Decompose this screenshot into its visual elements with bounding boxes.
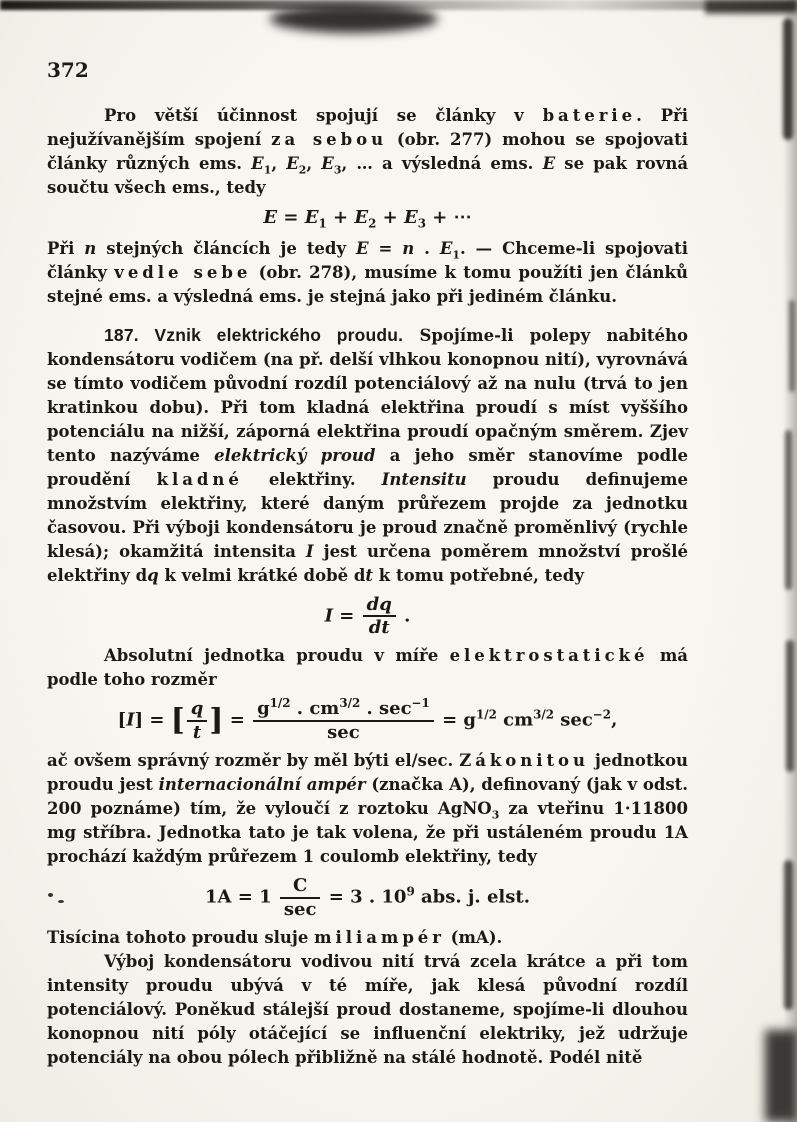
scan-mark-right-4 bbox=[786, 640, 794, 772]
equation-current-definition: I = $\frac{dq}{dt}$ . bbox=[324, 593, 411, 638]
paragraph-batteries: Pro větší účinnost spojují se články v baterie. Při nejužívanějším spojení za sebou (obr. 277) mohou se spojovati články různých ems. $E_1$, $E_2$, $E_3$, … a výsledná ems. E se pak rovná součtu všech ems., tedy bbox=[47, 106, 689, 197]
paragraph-discharge: Výboj kondensátoru vodivou nití trvá zcela krátce a při tom intensity proudu ubývá v té míře, jak klesá původní rozdíl potenciálový. Poněkud stálejší proud dostaneme, spojíme-li dlouhou konopnou nití póly otáčející se influenční elektriky, jež udržuje potenciály na obou pólech přibližně na stálé hodnotě. Podél nitě bbox=[47, 952, 688, 1068]
scan-mark-right-5 bbox=[784, 860, 793, 1010]
fraction: $\frac{g^{1/2} . cm^{3/2} . \sec^{-1}}{\sec}$ bbox=[253, 699, 434, 742]
scan-shadow-bottom-right bbox=[765, 1030, 797, 1122]
paragraph-milliampere: Tisícina tohoto proudu sluje miliampér (mA). bbox=[47, 928, 503, 948]
scan-mark-right-1 bbox=[783, 18, 793, 140]
fraction: $\frac{C}{\sec}$ bbox=[280, 876, 321, 919]
fraction: $\frac{dq}{dt}$ bbox=[363, 595, 396, 638]
scan-shadow-right-edge bbox=[783, 0, 797, 1122]
fraction: $\frac{q}{t}$ bbox=[187, 699, 208, 742]
page-number: 372 bbox=[47, 58, 89, 82]
equation-emf-sum: $E = E_1 + E_2 + E_3$ + ⋯ bbox=[263, 207, 472, 231]
equation-ampere: 1A = 1 $\frac{C}{\sec}$ = 3 . $10^9$ abs. j. elst. bbox=[205, 875, 530, 920]
scan-mark-right-2 bbox=[789, 300, 795, 392]
scan-smudge-top-center bbox=[270, 5, 438, 33]
paragraph-series-parallel: Při n stejných článcích je tedy E = n . $E_1$. — Chceme-li spojovati články vedle sebe (obr. 278), musíme k tomu použíti jen článků stejné ems. a výsledná ems. je stejná jako při jediném článku. bbox=[47, 238, 688, 306]
scan-mark-right-3 bbox=[785, 430, 792, 590]
page-text-area bbox=[47, 58, 688, 1070]
equation-dimension: [I] = [ $\frac{q}{t}$ ] = $\frac{g^{1/2} . cm^{3/2} . \sec^{-1}}{\sec}$ = $g^{1/2}$ $cm^{3/2}$ $\sec^{-2}$, bbox=[117, 696, 618, 743]
section-187-paragraph: 187. Vznik elektrického proudu. Spojíme-li polepy nabitého kondensátoru vodičem (na př. delší vlhkou konopnou nití), vyrovnává se tímto vodičem původní rozdíl potenciálový až na nulu (trvá to jen kratinkou dobu). Při tom kladná elektřina proudí s míst vyššího potenciálu na nižší, záporná elektřina proudí opačným směrem. Zjev tento nazýváme elektrický proud a jeho směr stanovíme podle proudění kladné elektřiny. Intensitu proudu definujeme množstvím elektřiny, které daným průřezem projde za jednotku časovou. Při výboji kondensátoru je proud značně proměnlivý (rychle klesá); okamžitá intensita I jest určena poměrem množství prošlé elektřiny dq k velmi krátké době dt k tomu potřebné, tedy bbox=[47, 324, 689, 585]
scan-shadow-top-right bbox=[705, 0, 797, 14]
paragraph-electrostatic-unit: Absolutní jednotka proudu v míře elektrostatické má podle toho rozměr bbox=[47, 646, 688, 690]
scan-shadow-top bbox=[0, 0, 797, 10]
paragraph-ampere-definition: ač ovšem správný rozměr by měl býti el/sec. Zákonitou jednotkou proudu jest internacionální ampér (značka A), definovaný (jak v odst. 200 poznáme) tím, že vyloučí z roztoku AgNO$_3$ za vteřinu 1·11800 mg stříbra. Jednotka tato je tak volena, že při ustáleném proudu 1A prochází každým průřezem 1 coulomb elektřiny, tedy bbox=[47, 751, 689, 867]
page-content bbox=[47, 104, 688, 1070]
